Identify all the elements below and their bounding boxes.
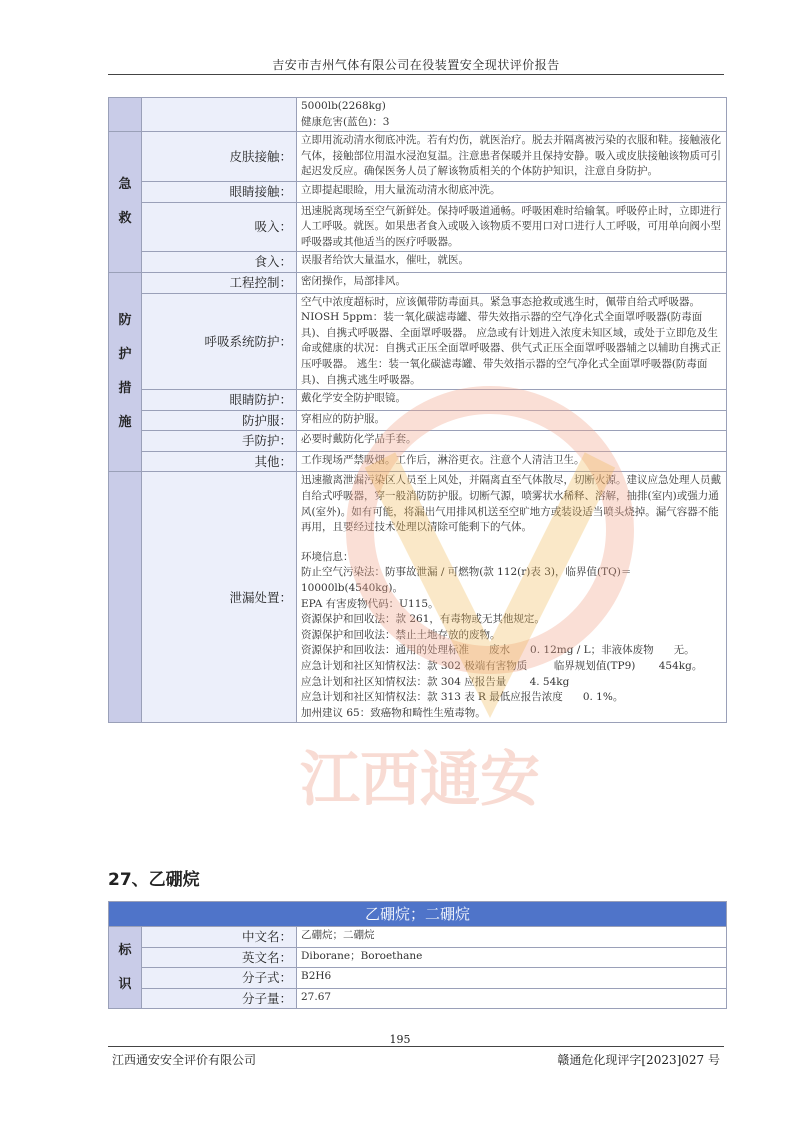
safety-table <box>108 97 727 723</box>
section-title: 27、乙硼烷 <box>108 870 200 890</box>
text-line <box>301 536 722 550</box>
text-line: 加州建议 65：致癌物和畸性生殖毒物。 <box>301 706 486 719</box>
table-row <box>109 252 727 273</box>
row-label: 英文名： <box>142 947 297 968</box>
row-value: 27.67 <box>297 988 727 1009</box>
table-row <box>109 968 727 989</box>
text-line: 防止空气污染法：防事故泄漏 / 可燃物(款 112(r)表 3)，临界值(TQ)＝10000lb(4540kg)。 <box>301 566 632 595</box>
table-row <box>109 132 727 182</box>
row-value: 空气中浓度超标时，应该佩带防毒面具。紧急事态抢救或逃生时，佩带自给式呼吸器。 NIOSH 5ppm：装一氧化碳滤毒罐、带失效指示器的空气净化式全面罩呼吸器(防毒面具)、自携式呼吸器、全面罩呼吸器。 应急或有计划进入浓度未知区域，或处于立即危及生命或健康的状况：自携式正压全面罩呼吸器、供气式正压全面罩呼吸器辅之以辅助自携式正压呼吸器。 逃生：装一氧化碳滤毒罐、带失效指示器的空气净化式全面罩呼吸器(防毒面具)、自携式逃生呼吸器。 <box>297 293 727 390</box>
text-line: 环境信息： <box>301 550 354 563</box>
row-value: 立即用流动清水彻底冲洗。若有灼伤，就医治疗。脱去并隔离被污染的衣服和鞋。接触液化气体，接触部位用温水浸泡复温。注意患者保暖并且保持安静。吸入或皮肤接触该物质可引起迟发反应。确保医务人员了解该物质相关的个体防护知识，注意自身防护。 <box>297 132 727 182</box>
row-value: 乙硼烷；二硼烷 <box>297 927 727 948</box>
row-label: 分子量： <box>142 988 297 1009</box>
text-line: 5000lb(2268kg) <box>301 100 386 112</box>
text-line: 迅速撤离泄漏污染区人员至上风处，并隔离直至气体散尽，切断火源。建议应急处理人员戴自给式呼吸器，穿一般消防防护服。切断气源，喷雾状水稀释、溶解，抽排(室内)或强力通风(室外)。如有可能，将漏出气用排风机送至空旷地方或装设适当喷头烧掉。漏气容器不能再用，且要经过技术处理以清除可能剩下的气体。 <box>301 474 721 534</box>
page-header: 吉安市吉州气体有限公司在役装置安全现状评价报告 <box>272 58 560 72</box>
row-value: 工作现场严禁吸烟。工作后，淋浴更衣。注意个人清洁卫生。 <box>297 451 727 472</box>
row-value: 密闭操作，局部排风。 <box>297 272 727 293</box>
text-line: 应急计划和社区知情权法：款 302 极端有害物质 临界规划值(TP9) 454kg。 <box>301 660 703 672</box>
table-row <box>109 293 727 390</box>
text-line: EPA 有害废物代码：U115。 <box>301 597 439 610</box>
text-line: 资源保护和回收法：款 261，有毒物或无其他规定。 <box>301 613 545 626</box>
row-label: 呼吸系统防护： <box>142 293 297 390</box>
row-label: 皮肤接触： <box>142 132 297 182</box>
row-label: 泄漏处置： <box>142 472 297 723</box>
table-row <box>109 410 727 431</box>
first-aid-side-label: 急 救 <box>109 132 142 273</box>
row-label: 手防护： <box>142 431 297 452</box>
row-label: 中文名： <box>142 927 297 948</box>
footer-doc-number: 赣通危化现评字[2023]027 号 <box>557 1053 720 1067</box>
row-label: 眼睛接触： <box>142 181 297 202</box>
identity-table <box>108 901 727 1009</box>
side-cell <box>109 472 142 723</box>
row-value: 穿相应的防护服。 <box>297 410 727 431</box>
row-label: 吸入： <box>142 202 297 252</box>
text-line: 资源保护和回收法：禁止土地存放的废物。 <box>301 628 501 641</box>
row-label <box>142 98 297 132</box>
row-label: 其他： <box>142 451 297 472</box>
table-row <box>109 472 727 723</box>
text-line: 应急计划和社区知情权法：款 304 应报告量 4. 54kg <box>301 675 570 688</box>
header-rule <box>108 74 724 75</box>
table-row <box>109 927 727 948</box>
table-row <box>109 390 727 411</box>
footer-company: 江西通安安全评价有限公司 <box>112 1053 257 1067</box>
text-line: 健康危害(蓝色)：3 <box>301 115 390 128</box>
table-row <box>109 988 727 1009</box>
leak-value <box>297 472 727 723</box>
row-label: 分子式： <box>142 968 297 989</box>
protection-side-label: 防 护 措 施 <box>109 272 142 472</box>
table-row <box>109 451 727 472</box>
table-title-bar: 乙硼烷；二硼烷 <box>109 902 727 927</box>
table-row <box>109 181 727 202</box>
table-row <box>109 947 727 968</box>
identity-side-label: 标 识 <box>109 927 142 1009</box>
row-value: 必要时戴防化学品手套。 <box>297 431 727 452</box>
table-row <box>109 272 727 293</box>
table-row <box>109 431 727 452</box>
row-value: 误服者给饮大量温水，催吐，就医。 <box>297 252 727 273</box>
text-line: 资源保护和回收法：通用的处理标准 废水 0. 12mg / L；非液体废物 无。 <box>301 644 695 657</box>
row-value: 迅速脱离现场至空气新鲜处。保持呼吸道通畅。呼吸困难时给输氧。呼吸停止时，立即进行人工呼吸。就医。如果患者食入或吸入该物质不要用口对口进行人工呼吸，可用单向阀小型呼吸器或其他适当的医疗呼吸器。 <box>297 202 727 252</box>
side-cell <box>109 98 142 132</box>
row-value: 戴化学安全防护眼镜。 <box>297 390 727 411</box>
text-line: 应急计划和社区知情权法：款 313 表 R 最低应报告浓度 0. 1%。 <box>301 691 624 704</box>
row-value: 立即提起眼睑，用大量流动清水彻底冲洗。 <box>297 181 727 202</box>
row-value: Diborane；Boroethane <box>297 947 727 968</box>
table-row <box>109 98 727 132</box>
row-label: 食入： <box>142 252 297 273</box>
table-row <box>109 202 727 252</box>
row-label: 眼睛防护： <box>142 390 297 411</box>
row-value: B2H6 <box>297 968 727 989</box>
table-row <box>109 902 727 927</box>
footer-rule <box>108 1046 724 1047</box>
row-value <box>297 98 727 132</box>
row-label: 工程控制： <box>142 272 297 293</box>
row-label: 防护服： <box>142 410 297 431</box>
page-number: 195 <box>389 1033 411 1046</box>
watermark-text: 江西通安 <box>300 745 540 815</box>
